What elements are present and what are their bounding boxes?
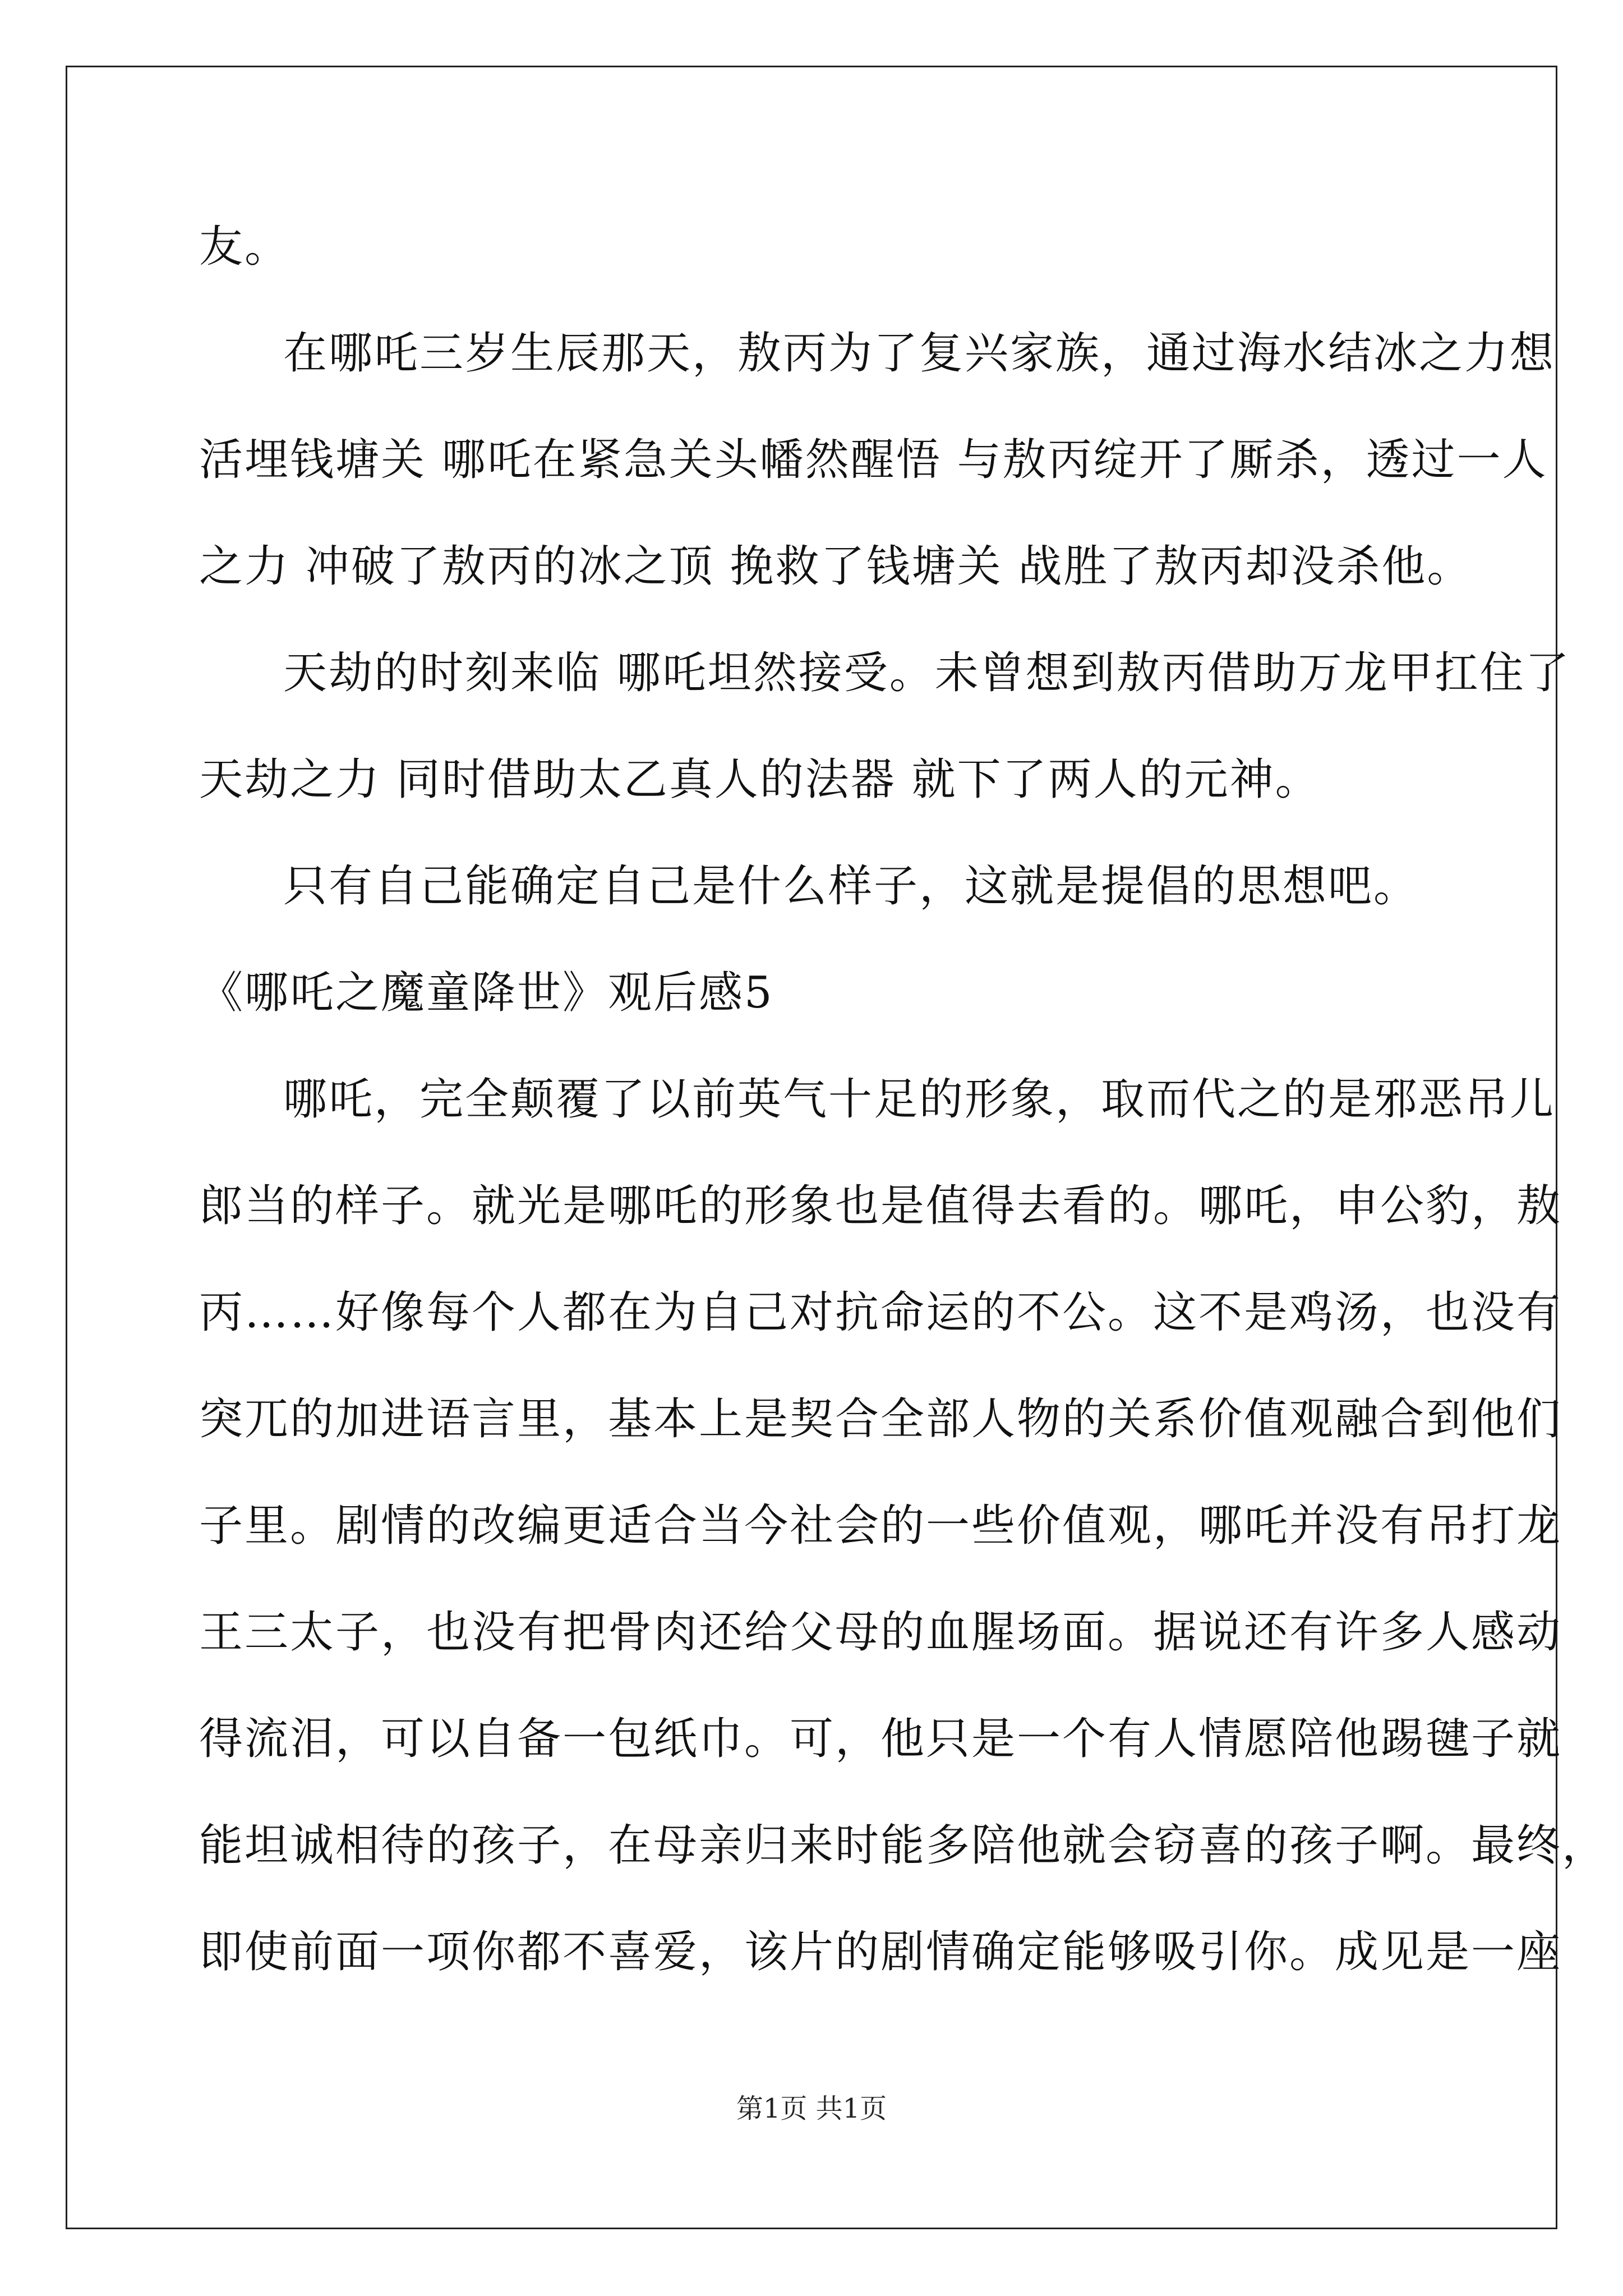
text-line: 之力 冲破了敖丙的冰之顶 挽救了钱塘关 战胜了敖丙却没杀他。 (199, 541, 1473, 592)
text-line: 活埋钱塘关 哪吒在紧急关头幡然醒悟 与敖丙绽开了厮杀，透过一人 (199, 435, 1548, 485)
text-line: 只有自己能确定自己是什么样子，这就是提倡的思想吧。 (283, 861, 1419, 912)
text-line: 能坦诚相待的孩子，在母亲归来时能多陪他就会窃喜的孩子啊。最终， (199, 1820, 1608, 1871)
text-line: 王三太子，也没有把骨肉还给父母的血腥场面。据说还有许多人感动 (199, 1607, 1562, 1658)
text-line: 丙……好像每个人都在为自己对抗命运的不公。这不是鸡汤，也没有 (199, 1287, 1562, 1338)
text-line: 得流泪，可以自备一包纸巾。可，他只是一个有人情愿陪他踢毽子就 (199, 1714, 1562, 1764)
text-line: 子里。剧情的改编更适合当今社会的一些价值观，哪吒并没有吊打龙 (199, 1501, 1562, 1551)
text-line: 天劫之力 同时借助太乙真人的法器 就下了两人的元神。 (199, 754, 1321, 805)
page-border (66, 66, 1557, 2229)
text-line: 郎当的样子。就光是哪吒的形象也是值得去看的。哪吒，申公豹，敖 (199, 1181, 1562, 1231)
section-heading: 《哪吒之魔童降世》观后感5 (199, 968, 774, 1018)
text-line: 天劫的时刻来临 哪吒坦然接受。未曾想到敖丙借助万龙甲扛住了 (283, 648, 1571, 698)
page-footer: 第1页 共1页 (736, 2093, 887, 2124)
text-line: 在哪吒三岁生辰那天，敖丙为了复兴家族，通过海水结冰之力想 (283, 328, 1556, 379)
text-line: 即使前面一项你都不喜爱，该片的剧情确定能够吸引你。成见是一座 (199, 1927, 1562, 1977)
text-line: 突兀的加进语言里，基本上是契合全部人物的关系价值观融合到他们 (199, 1394, 1562, 1444)
text-line: 哪吒，完全颠覆了以前英气十足的形象，取而代之的是邪恶吊儿 (283, 1074, 1556, 1125)
text-line: 友。 (199, 222, 291, 272)
